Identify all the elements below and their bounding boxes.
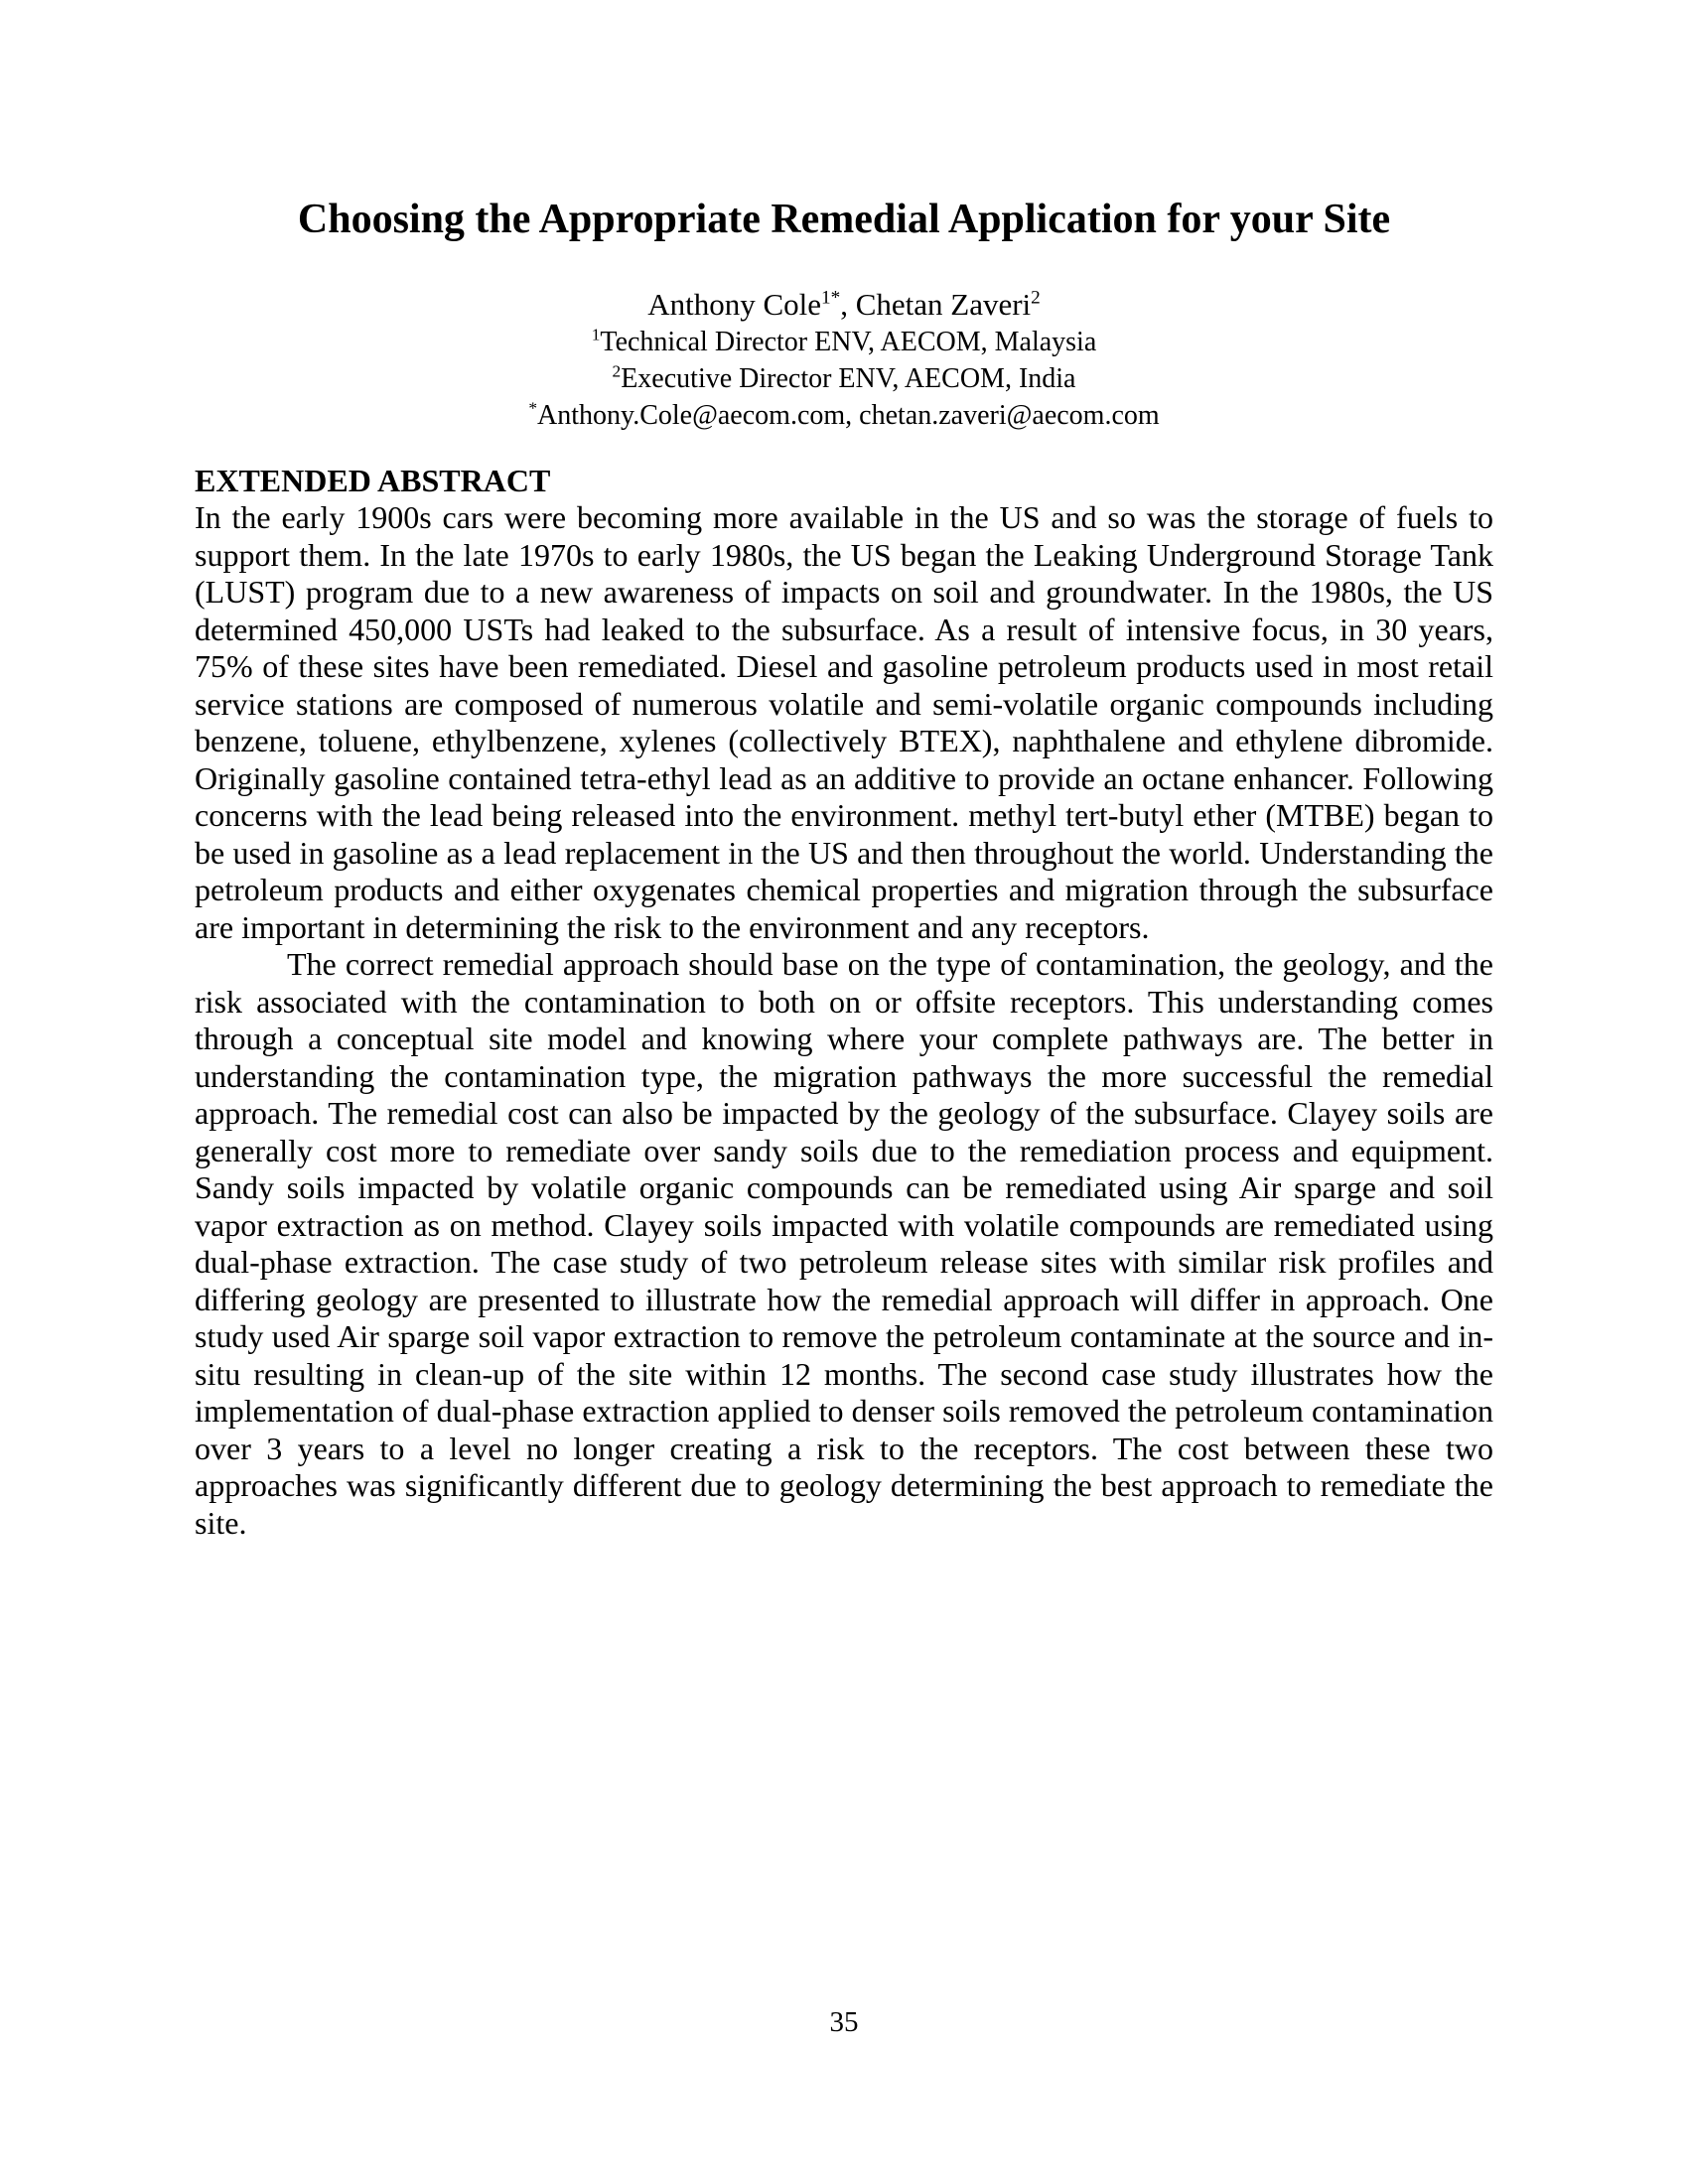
page-number: 35 (829, 2006, 859, 2038)
affiliation-1-text: Technical Director ENV, AECOM, Malaysia (600, 327, 1097, 357)
email-line (195, 397, 1493, 434)
email-superscript: * (528, 398, 538, 418)
abstract-heading: EXTENDED ABSTRACT (195, 463, 551, 498)
author2-name: Chetan Zaveri (855, 287, 1032, 322)
affiliation-1 (195, 324, 1493, 360)
affiliation-1-superscript: 1 (591, 325, 601, 344)
author1-name: Anthony Cole (647, 287, 822, 322)
abstract-paragraph-1: In the early 1900s cars were becoming more available in the US and so was the storage of fuels to support them. In the late 1970s to early 1980s, the US began the Leaking Underground Storage Tank (LUST) program due to a new awareness of impacts on soil and groundwater. In the 1980s, the US determined 450,000 USTs had leaked to the subsurface. As a result of intensive focus, in 30 years, 75% of these sites have been remediated. Diesel and gasoline petroleum products used in most retail service stations are composed of numerous volatile and semi-volatile organic compounds including benzene, toluene, ethylbenzene, xylenes (collectively BTEX), naphthalene and ethylene dibromide. Originally gasoline contained tetra-ethyl lead as an additive to provide an octane enhancer. Following concerns with the lead being released into the environment. methyl tert-butyl ether (MTBE) began to be used in gasoline as a lead replacement in the US and then throughout the world. Understanding the petroleum products and either oxygenates chemical properties and migration through the subsurface are important in determining the risk to the environment and any receptors. (195, 499, 1493, 945)
page-content (195, 0, 1493, 1542)
page-title: Choosing the Appropriate Remedial Application for your Site (297, 197, 1391, 242)
affiliation-2-superscript: 2 (612, 361, 622, 381)
author1-superscript: 1* (821, 287, 841, 309)
affiliation-2-text: Executive Director ENV, AECOM, India (621, 363, 1076, 394)
email-text: Anthony.Cole@aecom.com, chetan.zaveri@aecom.com (537, 400, 1160, 431)
author-block (195, 286, 1493, 434)
affiliation-2 (195, 360, 1493, 397)
page-footer (0, 2005, 1688, 2039)
author2-superscript: 2 (1031, 287, 1041, 309)
author-line (195, 286, 1493, 324)
author-separator: , (840, 287, 856, 322)
abstract-paragraph-2: The correct remedial approach should base on the type of contamination, the geology, and the risk associated with the contamination to both on or offsite receptors. This understanding comes through a conceptual site model and knowing where your complete pathways are. The better in understanding the contamination type, the migration pathways the more successful the remedial approach. The remedial cost can also be impacted by the geology of the subsurface. Clayey soils are generally cost more to remediate over sandy soils due to the remediation process and equipment. Sandy soils impacted by volatile organic compounds can be remediated using Air sparge and soil vapor extraction as on method. Clayey soils impacted with volatile compounds are remediated using dual-phase extraction. The case study of two petroleum release sites with similar risk profiles and differing geology are presented to illustrate how the remedial approach will differ in approach. One study used Air sparge soil vapor extraction to remove the petroleum contaminate at the source and in-situ resulting in clean-up of the site within 12 months. The second case study illustrates how the implementation of dual-phase extraction applied to denser soils removed the petroleum contamination over 3 years to a level no longer creating a risk to the receptors. The cost between these two approaches was significantly different due to geology determining the best approach to remediate the site. (195, 946, 1493, 1541)
